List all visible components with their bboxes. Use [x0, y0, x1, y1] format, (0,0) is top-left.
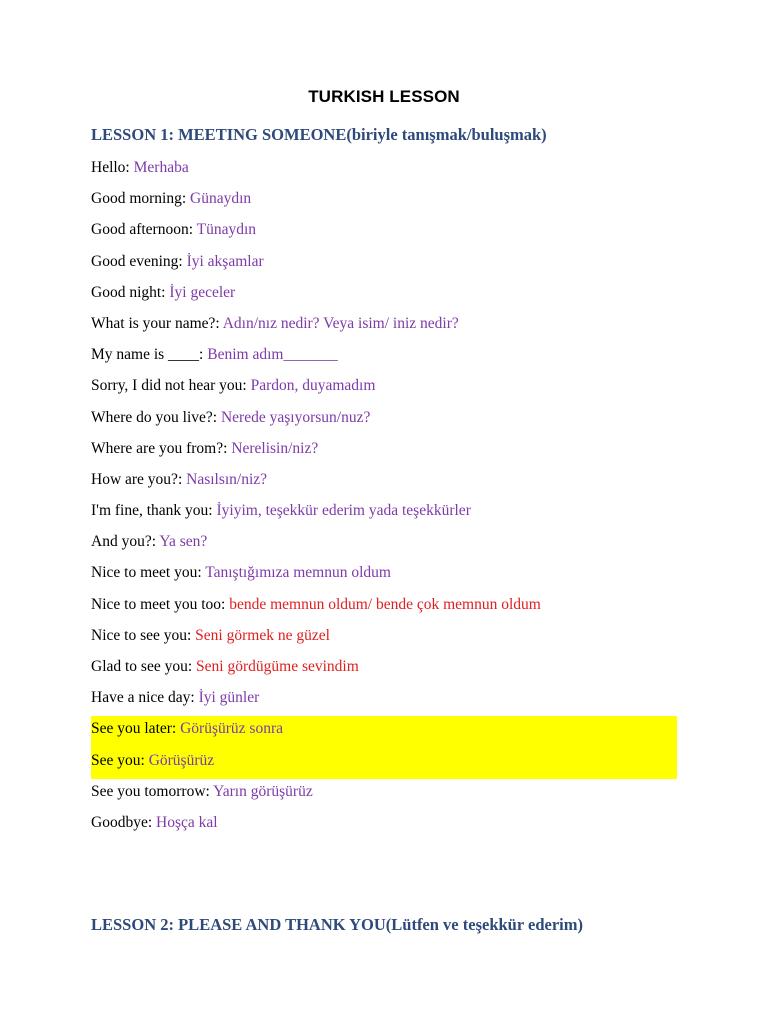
turkish-translation: Günaydın [190, 190, 252, 208]
turkish-translation: Nerelisin/niz? [231, 439, 319, 457]
turkish-translation: Adın/nız nedir? Veya isim/ iniz nedir? [222, 314, 459, 332]
phrase-row [91, 342, 677, 373]
turkish-translation: Görüşürüz sonra [180, 720, 283, 738]
phrase-row [91, 685, 677, 716]
english-phrase: Good afternoon: [91, 221, 197, 239]
english-phrase: Where are you from?: [91, 439, 232, 457]
phrase-row [91, 436, 677, 467]
english-phrase: See you: [91, 751, 149, 769]
turkish-translation: Tanıştığımıza memnun oldum [205, 564, 391, 582]
english-phrase: Glad to see you: [91, 658, 197, 675]
phrase-row [91, 654, 677, 685]
phrase-row [91, 280, 677, 311]
phrase-row [91, 373, 677, 404]
turkish-translation: Nerede yaşıyorsun/nuz? [220, 408, 371, 426]
document-title: TURKISH LESSON [308, 87, 460, 106]
turkish-translation: Benim adım_______ [207, 346, 338, 364]
turkish-translation: İyi akşamlar [186, 252, 264, 270]
turkish-translation: Pardon, duyamadım [250, 377, 376, 395]
english-phrase: Sorry, I did not hear you: [91, 377, 251, 395]
phrase-row [91, 405, 677, 436]
turkish-translation: Nasılsın/niz? [186, 470, 268, 488]
turkish-translation: Seni gördügüme sevindim [196, 658, 359, 675]
english-phrase: Good night: [91, 283, 170, 301]
phrase-row [91, 498, 677, 529]
turkish-translation: Seni görmek ne güzel [195, 626, 330, 644]
english-phrase: Nice to meet you: [91, 564, 206, 582]
english-phrase: Hello: [91, 159, 134, 176]
phrase-row [91, 529, 677, 560]
turkish-translation: Yarın görüşürüz [213, 782, 313, 800]
turkish-translation: Hoşça kal [156, 813, 218, 831]
turkish-translation: Merhaba [133, 159, 189, 176]
phrase-row [91, 748, 677, 779]
english-phrase: Goodbye: [91, 813, 157, 831]
phrase-row [91, 560, 677, 591]
turkish-translation: İyiyim, teşekkür ederim yada teşekkürler [216, 502, 471, 520]
english-phrase: What is your name?: [91, 314, 223, 332]
phrase-row [91, 311, 677, 342]
turkish-translation: İyi geceler [169, 283, 236, 301]
phrase-row [91, 467, 677, 498]
english-phrase: And you?: [91, 533, 160, 551]
lesson-1-heading: LESSON 1: MEETING SOMEONE(biriyle tanışmak/buluşmak) [91, 125, 547, 144]
phrase-row [91, 249, 677, 280]
phrase-row [91, 716, 677, 747]
lesson-2-heading: LESSON 2: PLEASE AND THANK YOU(Lütfen ve teşekkür ederim) [91, 915, 583, 934]
english-phrase: See you later: [91, 720, 181, 738]
phrase-row [91, 592, 677, 623]
english-phrase: Have a nice day: [91, 689, 199, 707]
english-phrase: Good evening: [91, 252, 187, 270]
turkish-translation: İyi günler [198, 689, 260, 707]
turkish-translation: Ya sen? [159, 533, 208, 551]
english-phrase: I'm fine, thank you: [91, 502, 217, 520]
english-phrase: My name is ____: [91, 346, 208, 364]
turkish-translation: bende memnun oldum/ bende çok memnun oldum [229, 595, 541, 613]
phrase-row [91, 186, 677, 217]
phrase-list [91, 155, 677, 841]
phrase-row [91, 217, 677, 248]
turkish-translation: Görüşürüz [148, 751, 215, 769]
phrase-row [91, 623, 677, 654]
phrase-row [91, 155, 677, 186]
english-phrase: Nice to meet you too: [91, 595, 230, 613]
english-phrase: See you tomorrow: [91, 782, 214, 800]
english-phrase: Where do you live?: [91, 408, 221, 426]
phrase-row [91, 779, 677, 810]
english-phrase: Nice to see you: [91, 626, 196, 644]
turkish-translation: Tünaydın [196, 221, 257, 239]
english-phrase: How are you?: [91, 470, 187, 488]
english-phrase: Good morning: [91, 190, 191, 208]
phrase-row [91, 810, 677, 841]
